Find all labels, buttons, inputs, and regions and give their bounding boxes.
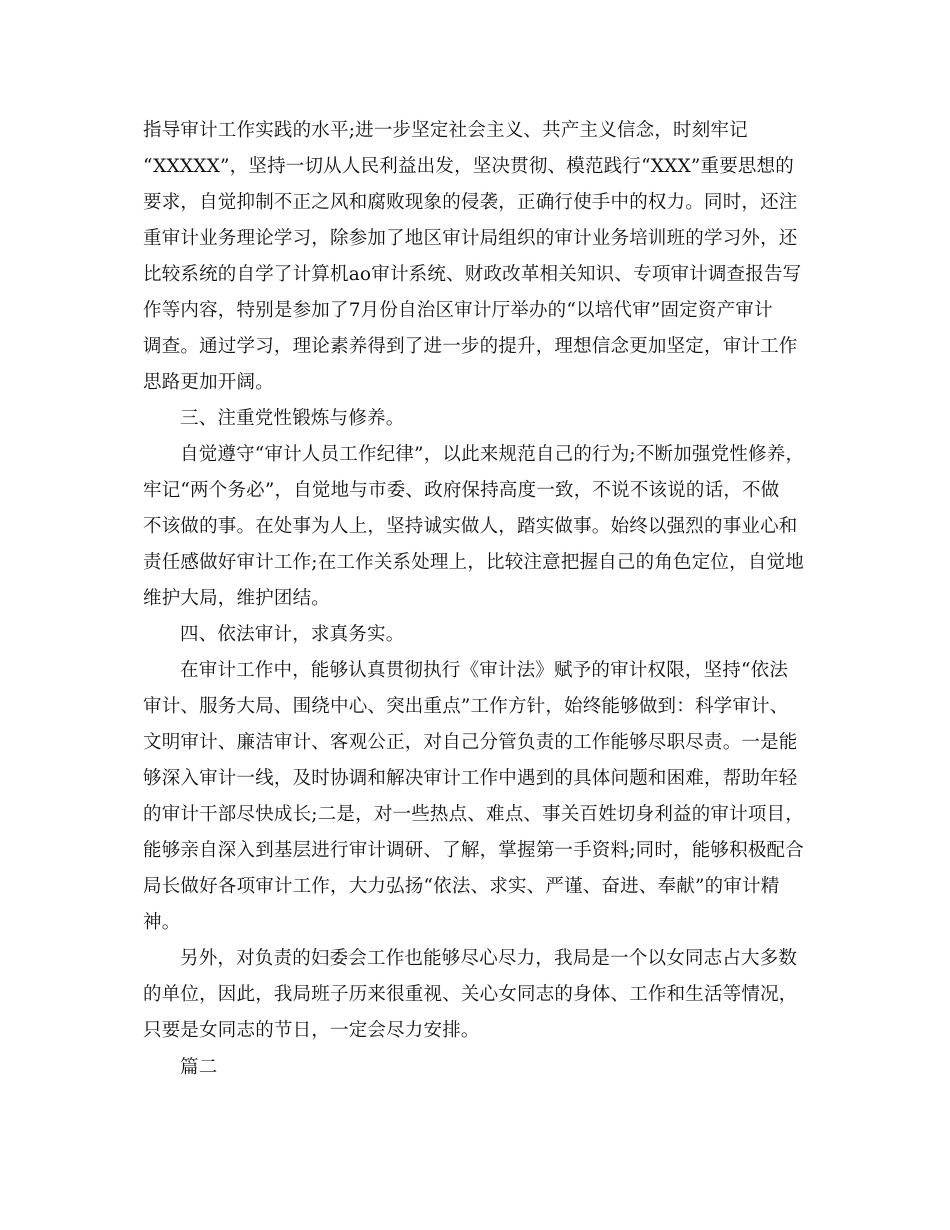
text-line: 牢记“两个务必”，自觉地与市委、政府保持高度一致，不说不该说的话，不做 [143, 480, 780, 501]
text-line: 的单位，因此，我局班子历来很重视、关心女同志的身体、工作和生活等情况， [143, 984, 798, 1005]
section-heading: 篇二 [180, 1057, 218, 1078]
text-line: 维护大局，维护团结。 [143, 588, 331, 609]
text-line: 作等内容，特别是参加了7月份自治区审计厅举办的“以培代审”固定资产审计 [143, 300, 773, 321]
section-heading: 四、依法审计，求真务实。 [180, 624, 405, 645]
text-line: 只要是女同志的节日，一定会尽力安排。 [143, 1020, 480, 1041]
text-line: 文明审计、廉洁审计、客观公正，对自己分管负责的工作能够尽职尽责。一是能 [143, 732, 798, 753]
text-line: 指导审计工作实践的水平;进一步坚定社会主义、共产主义信念，时刻牢记 [143, 120, 748, 141]
text-line: 不该做的事。在处事为人上，坚持诚实做人，踏实做事。始终以强烈的事业心和 [143, 516, 798, 537]
text-line: 神。 [143, 912, 181, 933]
text-line: 另外，对负责的妇委会工作也能够尽心尽力，我局是一个以女同志占大多数 [180, 948, 798, 969]
text-line: 比较系统的自学了计算机ao审计系统、财政改革相关知识、专项审计调查报告写 [143, 264, 802, 285]
text-line: “XXXXX”，坚持一切从人民利益出发，坚决贯彻、模范践行“XXX”重要思想的 [143, 156, 795, 177]
text-line: 在审计工作中，能够认真贯彻执行《审计法》赋予的审计权限，坚持“依法 [180, 660, 789, 681]
text-line: 自觉遵守“审计人员工作纪律”，以此来规范自己的行为;不断加强党性修养， [180, 444, 805, 465]
document-body [143, 113, 813, 1086]
text-line: 能够亲自深入到基层进行审计调研、了解，掌握第一手资料;同时，能够积极配合 [143, 840, 804, 861]
section-heading: 三、注重党性锻炼与修养。 [180, 408, 405, 429]
text-line: 思路更加开阔。 [143, 372, 274, 393]
text-line: 要求，自觉抑制不正之风和腐败现象的侵袭，正确行使手中的权力。同时，还注 [143, 192, 798, 213]
text-line: 审计、服务大局、围绕中心、突出重点”工作方针，始终能够做到：科学审计、 [143, 696, 789, 717]
text-line: 重审计业务理论学习，除参加了地区审计局组织的审计业务培训班的学习外，还 [143, 228, 798, 249]
text-line: 局长做好各项审计工作，大力弘扬“依法、求实、严谨、奋进、奉献”的审计精 [143, 876, 780, 897]
text-line: 的审计干部尽快成长;二是，对一些热点、难点、事关百姓切身利益的审计项目， [143, 804, 804, 825]
text-line: 责任感做好审计工作;在工作关系处理上，比较注意把握自己的角色定位，自觉地 [143, 552, 804, 573]
text-line: 够深入审计一线，及时协调和解决审计工作中遇到的具体问题和困难，帮助年轻 [143, 768, 798, 789]
text-line: 调查。通过学习，理论素养得到了进一步的提升，理想信念更加坚定，审计工作 [143, 336, 798, 357]
